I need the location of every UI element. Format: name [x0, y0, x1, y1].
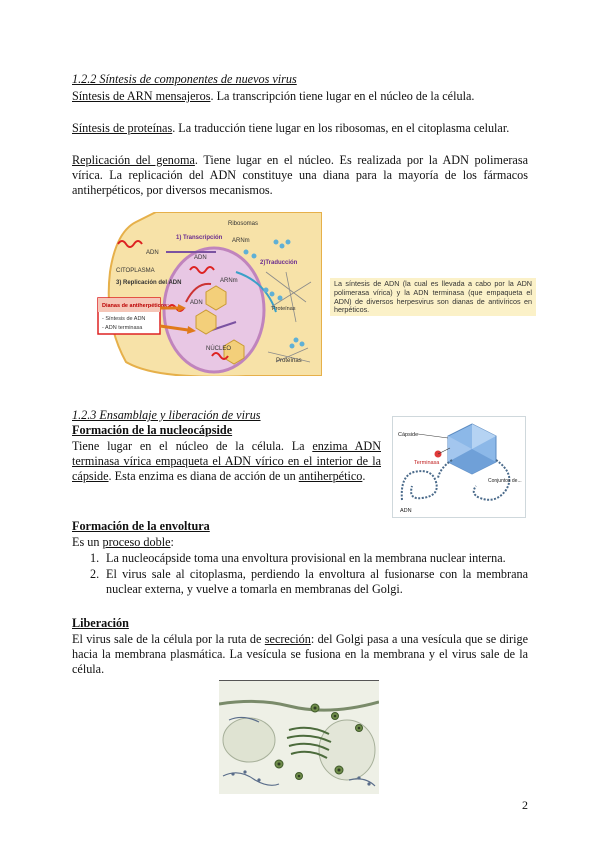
nucleo-text-a: Tiene lugar en el núcleo de la célula. La	[72, 439, 313, 453]
nucleo-text-b: . Esta enzima es diana de acción de un	[108, 469, 299, 483]
nucleo-text-underlined: enzima ADN terminasa vírica empaqueta el ADN vírico en el interior de la cápside	[72, 439, 381, 483]
subheading-liberacion: Liberación	[72, 616, 129, 630]
label-replicacion: 3) Replicación del ADN	[116, 280, 182, 286]
label-arnm-top: ARNm	[232, 238, 250, 244]
paragraph-arn	[72, 89, 474, 104]
paragraph-nucleocapside	[72, 439, 381, 484]
env-intro-a: Es un	[72, 535, 103, 549]
label-citoplasma: CITOPLASMA	[116, 268, 155, 274]
label-conjuntos: Conjuntos de...	[488, 478, 522, 484]
nucleo-text-c: .	[362, 469, 366, 483]
label-traduccion: 2)Traducción	[260, 260, 298, 266]
label-dianas-1: - Síntesis de ADN	[102, 316, 146, 322]
label-adn-low: ADN	[190, 300, 203, 306]
label-dianas-2: - ADN terminasa	[102, 325, 143, 331]
capsid-diagram	[392, 416, 526, 518]
label-dianas-title: Dianas de antiherpéticos:	[102, 303, 169, 309]
page-number: 2	[522, 798, 528, 812]
prot-label: Síntesis de proteínas	[72, 121, 173, 135]
section-heading-123: 1.2.3 Ensamblaje y liberación de virus	[72, 408, 261, 422]
label-adn-capsid: ADN	[400, 508, 412, 514]
envoltura-item-1: La nucleocápside toma una envoltura provisional en la membrana nuclear interna.	[106, 551, 506, 565]
repl-text2: La replicación del ADN constituye una diana para la mayoría de los fármacos antiherpéticos, por diversos mecanismos.	[72, 168, 529, 197]
paragraph-proteinas	[72, 121, 509, 136]
prot-text: . La traducción tiene lugar en los ribosomas, en el citoplasma celular.	[172, 121, 510, 135]
repl-text1: . Tiene lugar en el núcleo. Es realizada por la ADN polimerasa vírica.	[72, 153, 528, 182]
label-adn-top: ADN	[146, 250, 159, 256]
repl-label: Replicación del genoma	[72, 153, 195, 167]
arn-text: . La transcripción tiene lugar en el núcleo de la célula.	[210, 89, 475, 103]
lib-text-b: : del Golgi pasa a una vesícula que se dirige hacia la membrana plasmática. La vesícula se fusiona en la membrana y el virus sale de la célula.	[72, 632, 528, 676]
lib-text-a: El virus sale de la célula por la ruta de	[72, 632, 265, 646]
section-heading-122: 1.2.2 Síntesis de componentes de nuevos virus	[72, 72, 297, 86]
env-intro-underlined: proceso doble	[102, 535, 171, 549]
figure-caption: La síntesis de ADN (la cual es llevada a cabo por la ADN polimerasa vírica) y la ADN terminasa (que empaqueta el ADN) de diversos herpesvirus son dianas de antivíricos en herpéticos.	[330, 278, 536, 316]
subheading-nucleocapside: Formación de la nucleocápside	[72, 423, 233, 437]
paragraph-replicacion	[72, 153, 528, 198]
env-intro-b: :	[170, 535, 174, 549]
paragraph-liberacion	[72, 632, 528, 677]
cell-diagram	[96, 212, 322, 376]
label-ribosomas: Ribosomas	[228, 221, 259, 227]
label-arnm-mid: ARNm	[220, 278, 238, 284]
subheading-envoltura: Formación de la envoltura	[72, 519, 210, 533]
label-capside: Cápside	[398, 432, 419, 438]
label-transcripcion: 1) Transcripción	[176, 235, 223, 241]
lib-text-underlined: secreción	[264, 632, 311, 646]
label-nucleo: NÚCLEO	[206, 346, 232, 352]
paragraph-envoltura-intro	[72, 535, 174, 550]
label-proteinas-1: Proteínas	[272, 306, 296, 312]
arn-label: Síntesis de ARN mensajeros	[72, 89, 211, 103]
golgi-micrograph	[219, 680, 379, 794]
nucleo-text-antiherpetico: antiherpético	[298, 469, 363, 483]
label-proteinas-2: Proteínas	[276, 358, 302, 364]
envoltura-item-2: El virus sale al citoplasma, perdiendo la envoltura al fusionarse con la membrana nuclear externa, y vuelve a tomarla en membranas del Golgi.	[106, 567, 528, 596]
label-adn-mid: ADN	[194, 255, 207, 261]
label-terminasa: Terminasa	[414, 460, 440, 466]
